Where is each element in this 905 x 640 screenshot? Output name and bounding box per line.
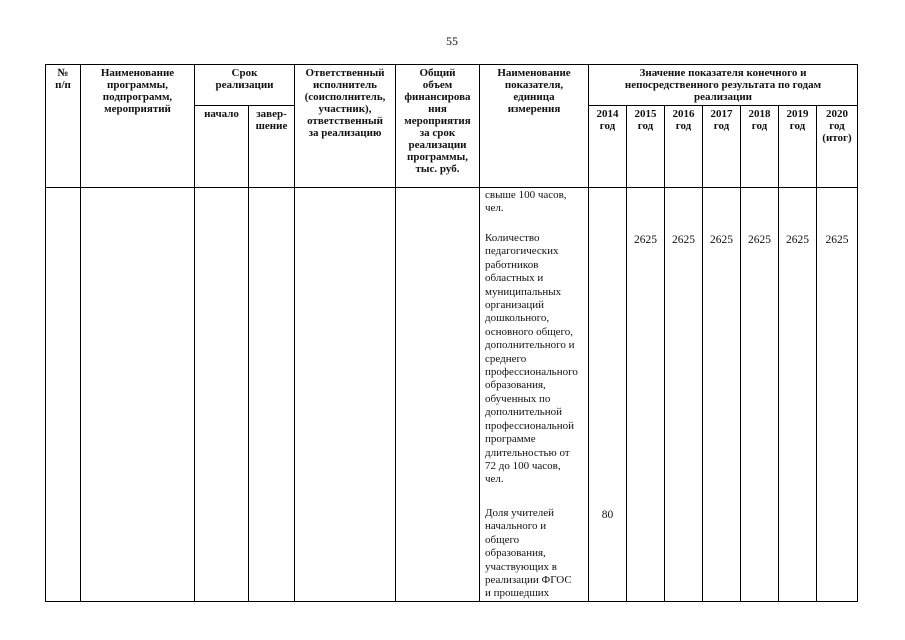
value-cell: 80 bbox=[601, 509, 614, 521]
header-num: № п/п bbox=[45, 64, 81, 188]
program-table bbox=[45, 64, 858, 602]
indicator-text: Количество педагогических работников областных и муниципальных организаций дошкольного, основного общего, дополнительного и среднего профессионального образования, обученных по дополнительной профессиональной программе длительностью от 72 до 100 часов, чел. bbox=[485, 232, 578, 486]
header-term: Срок реализации bbox=[194, 64, 295, 106]
body-year-2017 bbox=[702, 187, 741, 602]
header-year-2016: 2016 год bbox=[664, 105, 703, 188]
header-executor: Ответственный исполнитель (соисполнитель, участник), ответственный за реализацию bbox=[294, 64, 396, 188]
body-year-2016 bbox=[664, 187, 703, 602]
body-year-2018 bbox=[740, 187, 779, 602]
header-year-2019: 2019 год bbox=[778, 105, 817, 188]
body-indicator bbox=[479, 187, 589, 602]
header-year-2018: 2018 год bbox=[740, 105, 779, 188]
value-cell: 2625 bbox=[634, 234, 657, 246]
body-year-2020 bbox=[816, 187, 858, 602]
value-cell: 2625 bbox=[825, 234, 849, 246]
body-term-end bbox=[248, 187, 295, 602]
body-year-2015 bbox=[626, 187, 665, 602]
header-volume: Общий объем финансирова ния мероприятия за срок реализации программы, тыс. руб. bbox=[395, 64, 480, 188]
value-cell: 2625 bbox=[786, 234, 809, 246]
header-year-2020: 2020 год (итог) bbox=[816, 105, 858, 188]
body-term-start bbox=[194, 187, 249, 602]
header-year-2017: 2017 год bbox=[702, 105, 741, 188]
header-name: Наименование программы, подпрограмм, мероприятий bbox=[80, 64, 195, 188]
body-executor bbox=[294, 187, 396, 602]
header-term-end: завер- шение bbox=[248, 105, 295, 188]
value-cell: 2625 bbox=[748, 234, 771, 246]
indicator-text: Доля учителей начального и общего образования, участвующих в реализации ФГОС и прошедших bbox=[485, 507, 572, 600]
header-indicator: Наименование показателя, единица измерения bbox=[479, 64, 589, 188]
body-year-2014 bbox=[588, 187, 627, 602]
page-number: 55 bbox=[446, 34, 458, 48]
body-volume bbox=[395, 187, 480, 602]
body-name bbox=[80, 187, 195, 602]
value-cell: 2625 bbox=[672, 234, 695, 246]
body-year-2019 bbox=[778, 187, 817, 602]
header-term-start: начало bbox=[194, 105, 249, 188]
indicator-text: свыше 100 часов, чел. bbox=[485, 189, 567, 215]
header-values-group: Значение показателя конечного и непосредственного результата по годам реализации bbox=[588, 64, 858, 106]
body-num bbox=[45, 187, 81, 602]
header-year-2015: 2015 год bbox=[626, 105, 665, 188]
value-cell: 2625 bbox=[710, 234, 733, 246]
header-year-2014: 2014 год bbox=[588, 105, 627, 188]
